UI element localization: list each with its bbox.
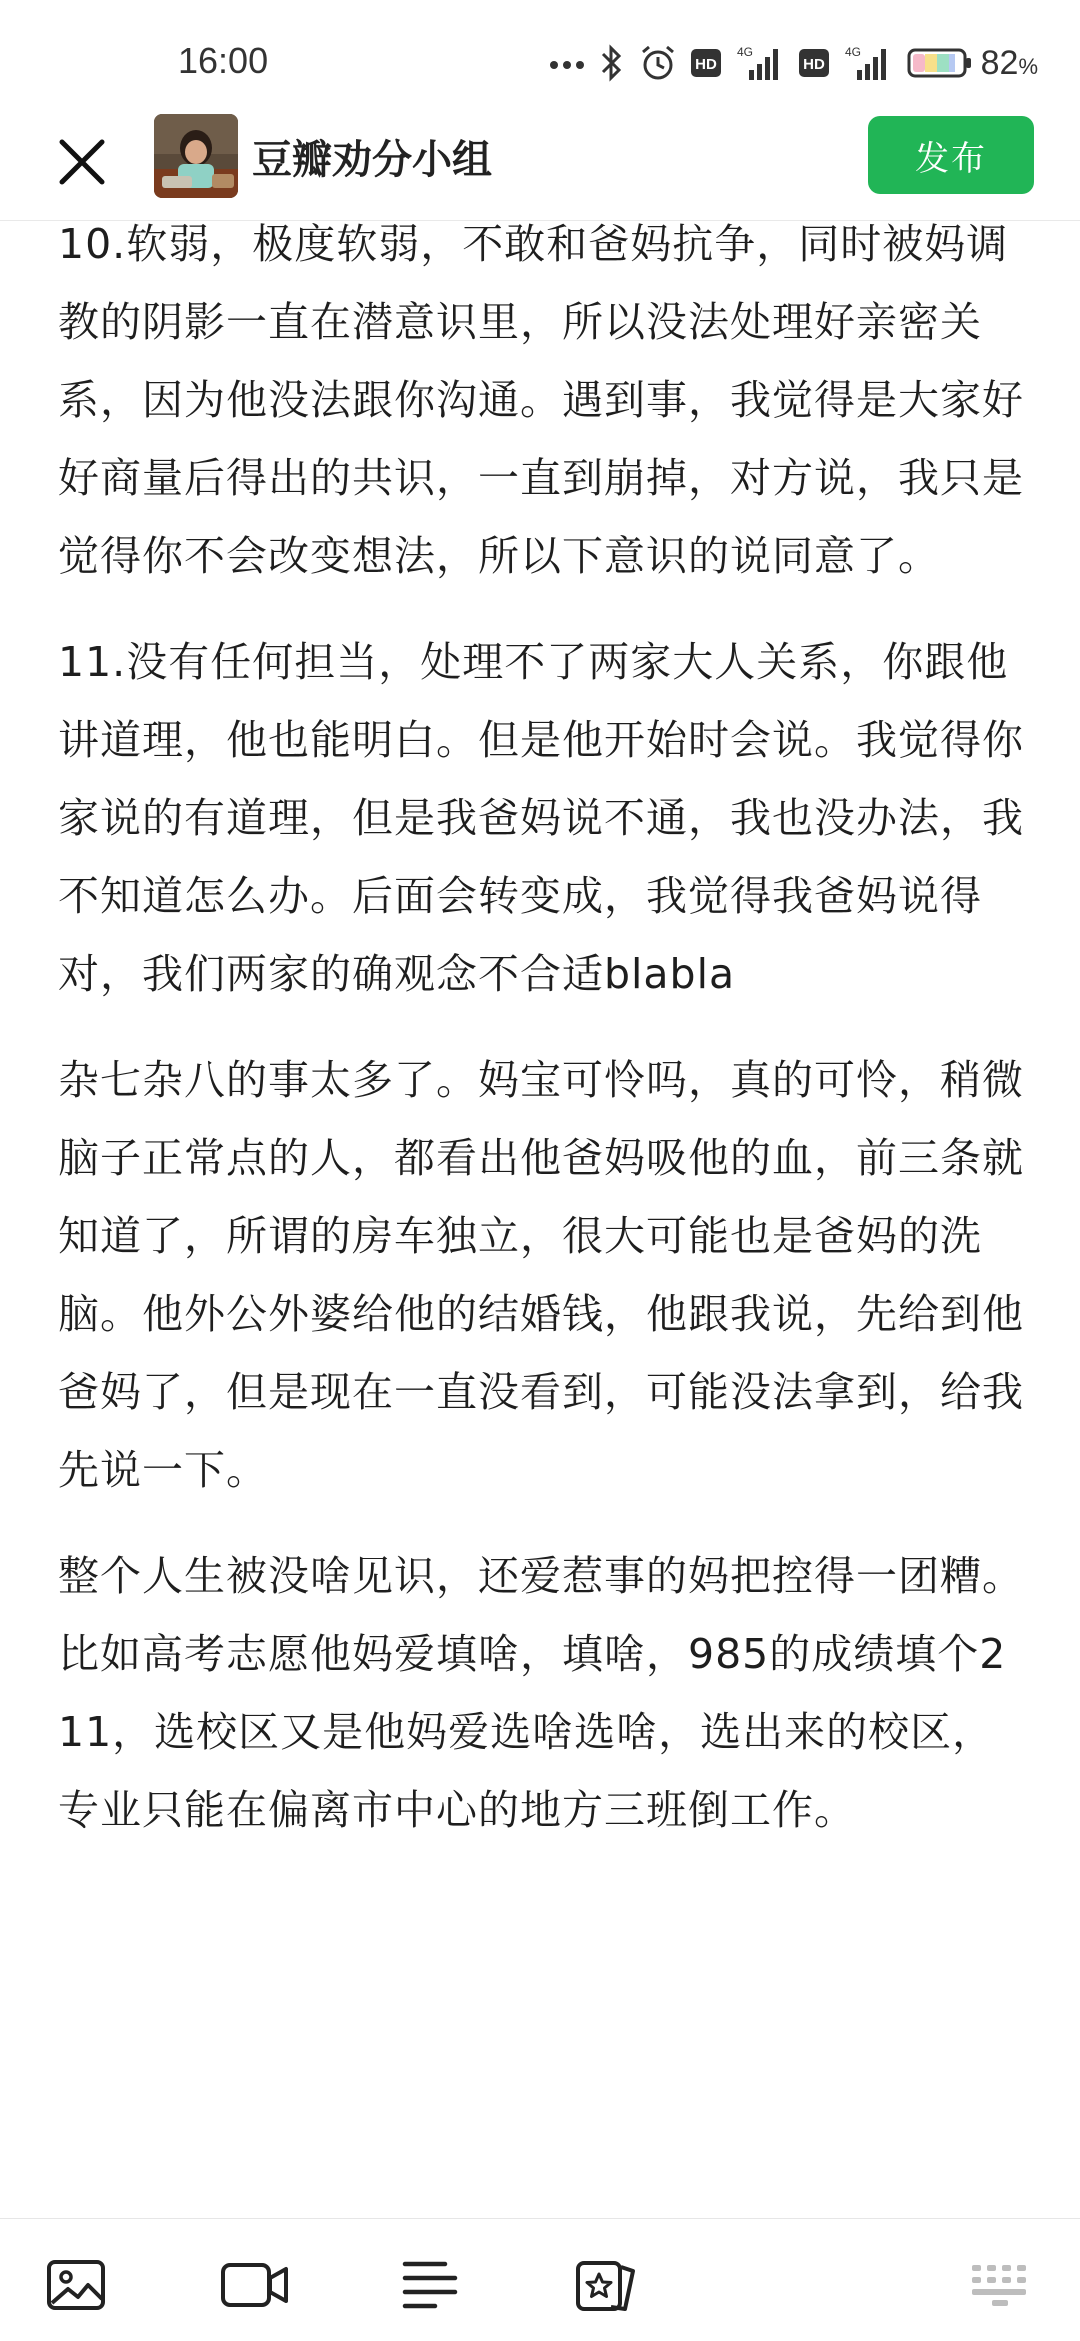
paragraph: 杂七杂八的事太多了。妈宝可怜吗，真的可怜，稍微脑子正常点的人，都看出他爸妈吸他的血，前三条就知道了，所谓的房车独立，很大可能也是爸妈的洗脑。他外公外婆给他的结婚钱，他跟我说，先给到他爸妈了，但是现在一直没看到，可能没法拿到，给我先说一下。 [58,1056,1024,1494]
close-icon [52,132,112,192]
hd-icon [799,49,829,77]
battery-percent: 82% [980,43,1038,82]
keyboard-icon [970,2263,1030,2307]
keyboard-button[interactable] [968,2257,1032,2313]
sticker-icon [575,2257,637,2313]
group-title: 豆瓣劝分小组 [252,137,492,183]
image-icon [46,2259,106,2311]
svg-text:4G: 4G [736,45,753,59]
svg-text:HD: HD [802,56,825,73]
paragraph: 11.没有任何担当，处理不了两家大人关系，你跟他讲道理，他也能明白。但是他开始时会说。我觉得你家说的有道理，但是我爸妈说不通，我也没办法，我不知道怎么办。后面会转变成，我觉得我爸妈说得对，我们两家的确观念不合适blabla [58,638,1024,998]
paragraph: 整个人生被没啥见识，还爱惹事的妈把控得一团糟。比如高考志愿他妈爱填啥，填啥，985的成绩填个211，选校区又是他妈爱选啥选啥，选出来的校区，专业只能在偏离市中心的地方三班倒工作。 [58,1552,1024,1834]
hd-icon [691,49,721,77]
status-time: 16:00 [178,40,269,81]
paragraph: 10.软弱，极度软弱，不敢和爸妈抗争，同时被妈调教的阴影一直在潜意识里，所以没法处理好亲密关系，因为他没法跟你沟通。遇到事，我觉得是大家好好商量后得出的共识，一直到崩掉，对方说，我只是觉得你不会改变想法，所以下意识的说同意了。 [58,220,1024,580]
text-format-button[interactable] [398,2257,462,2313]
insert-video-button[interactable] [220,2257,290,2313]
format-text-icon [401,2258,459,2312]
signal-4g-icon [843,44,893,82]
signal-4g-icon [735,44,785,82]
group-avatar[interactable] [154,114,238,198]
svg-text:4G: 4G [844,45,861,59]
svg-text:HD: HD [694,56,717,73]
status-icons [549,38,1038,88]
video-icon [220,2262,290,2308]
battery-icon [907,47,973,79]
sticker-button[interactable] [574,2257,638,2313]
editor-toolbar [0,2218,1080,2341]
insert-image-button[interactable] [44,2257,108,2313]
publish-button[interactable]: 发布 [868,116,1034,194]
avatar-image [154,114,238,198]
bluetooth-icon [599,44,625,82]
alarm-icon [639,44,677,82]
post-content[interactable] [58,205,1026,2205]
close-button[interactable] [52,132,112,192]
more-dots-icon [549,57,585,69]
